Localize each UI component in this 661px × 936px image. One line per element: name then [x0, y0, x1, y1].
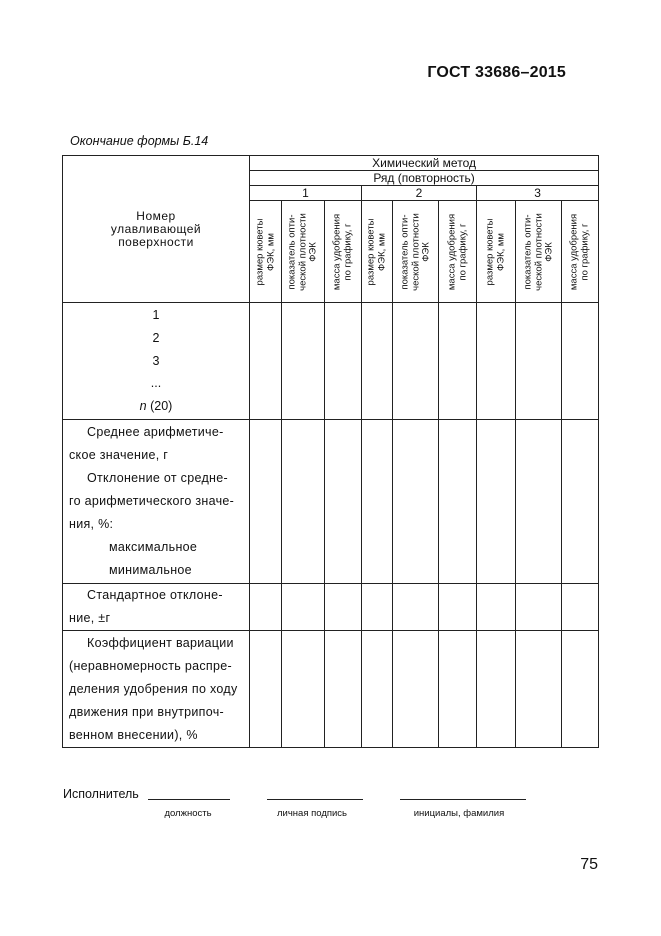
subcol-cuvette-size: размер кюветы ФЭК, мм: [477, 201, 516, 303]
position-caption: должность: [164, 808, 212, 819]
subcol-cuvette-size: размер кюветы ФЭК, мм: [250, 201, 282, 303]
table-row: [63, 584, 599, 631]
table-row: [63, 303, 599, 420]
position-field[interactable]: [148, 798, 230, 800]
variation-coefficient-label: Коэффициент вариации (неравномерность распре- деления удобрения по ходу движения при внутрипоч- венном внесении), %: [63, 631, 250, 748]
surface-numbers-cell: 1 2 3 ... n (20): [63, 303, 250, 420]
form-caption: Окончание формы Б.14: [70, 134, 209, 148]
group-header-1: 1: [250, 186, 362, 201]
group-header-2: 2: [362, 186, 477, 201]
mean-deviation-label: Среднее арифметиче- ское значение, г Отклонение от средне- го арифметического значе- ния, %: максимальное минимальное: [63, 420, 250, 584]
subcol-cuvette-size: размер кюветы ФЭК, мм: [362, 201, 393, 303]
signature-field[interactable]: [267, 798, 363, 800]
signature-caption: личная подпись: [276, 808, 348, 819]
table-row: [63, 631, 599, 748]
series-header: Ряд (повторность): [250, 171, 599, 186]
subcol-optical-density: показатель опти- ческой плотности ФЭК: [516, 201, 562, 303]
initials-caption: инициалы, фамилия: [413, 808, 505, 819]
page-number: 75: [580, 856, 598, 873]
subcol-optical-density: показатель опти- ческой плотности ФЭК: [282, 201, 325, 303]
document-code: ГОСТ 33686–2015: [427, 64, 566, 81]
group-header-3: 3: [477, 186, 599, 201]
method-header: Химический метод: [250, 156, 599, 171]
subcol-fertilizer-mass: масса удобрения по графику, г: [325, 201, 362, 303]
subcol-fertilizer-mass: масса удобрения по графику, г: [562, 201, 599, 303]
subcol-fertilizer-mass: масса удобрения по графику, г: [439, 201, 477, 303]
measurement-table: [62, 155, 599, 748]
subcol-optical-density: показатель опти- ческой плотности ФЭК: [393, 201, 439, 303]
name-field[interactable]: [400, 798, 526, 800]
std-deviation-label: Стандартное отклоне- ние, ±г: [63, 584, 250, 631]
performer-label: Исполнитель: [63, 787, 139, 801]
table-row: [63, 420, 599, 584]
surface-number-header: Номер улавливающей поверхности: [63, 156, 250, 303]
